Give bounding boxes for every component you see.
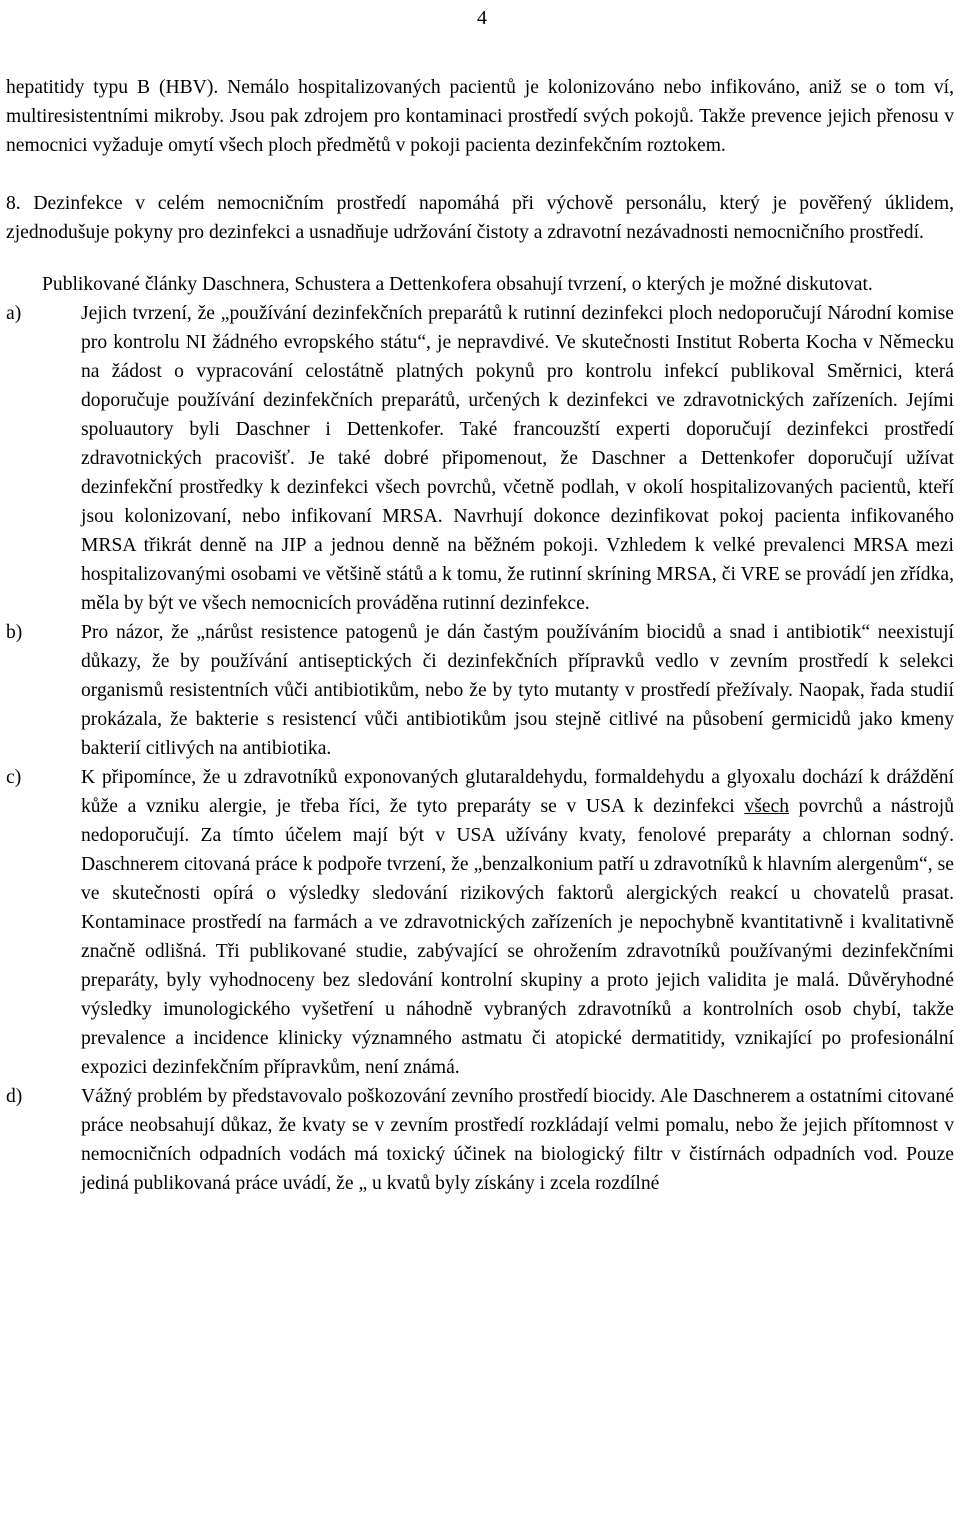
- list-marker: a): [6, 303, 22, 324]
- list-item-d: [6, 1082, 954, 1198]
- list-item-b: [6, 618, 954, 763]
- list-marker: d): [6, 1086, 23, 1107]
- paragraph-point-8: 8. Dezinfekce v celém nemocničním prostředí napomáhá při výchově personálu, který je pověřený úklidem, zjednodušuje pokyny pro dezinfekci a usnadňuje udržování čistoty a zdravotní nezávadnosti nemocničního prostředí.: [6, 193, 954, 243]
- text-segment: povrchů a nástrojů nedoporučují. Za tímto účelem mají být v USA užívány kvaty, fenolové preparáty a chlornan sodný. Daschnerem citovaná práce k podpoře tvrzení, že „benzalkonium patří u zdravotníků k hlavním alergenům“, se ve skutečnosti opírá o výsledky sledování rizikových faktorů alergických reakcí u chovatelů prasat. Kontaminace prostředí na farmách a ve zdravotnických zařízeních je nepochybně kvantitativně i kvalitativně značně odlišná. Tři publikované studie, zabývající se ohrožením zdravotníků používanými dezinfekčními preparáty, byly vyhodnoceny bez sledování kontrolní skupiny a proto jejich validita je malá. Důvěryhodné výsledky imunologického vyšetření u náhodně vybraných zdravotníků a kontrolních osob chybí, takže prevalence a incidence klinicky významného astmatu či atopické dermatitidy, vznikající po profesionální expozici dezinfekčním přípravkům, není známá.: [81, 796, 954, 1078]
- list-item-a: [6, 299, 954, 618]
- underlined-word: všech: [744, 796, 790, 817]
- list-item-text: Vážný problém by představovalo poškozování zevního prostředí biocidy. Ale Daschnerem a ostatními citované práce neobsahují důkaz, že kvaty se v zevním prostředí rozkládají velmi pomalu, nebo že jejich přítomnost v nemocničních odpadních vodách má toxický účinek na biologický filtr v čistírnách odpadních vod. Pouze jediná publikovaná práce uvádí, že „ u kvatů byly získány i zcela rozdílné: [81, 1086, 954, 1194]
- paragraph-publications: Publikované články Daschnera, Schustera a Dettenkofera obsahují tvrzení, o kterých je možné diskutovat.: [42, 274, 873, 295]
- list-item-text: [81, 763, 954, 1082]
- paragraph-hbv: hepatitidy typu B (HBV). Nemálo hospitalizovaných pacientů je kolonizováno nebo infikováno, aniž se o tom ví, multiresistentními mikroby. Jsou pak zdrojem pro kontaminaci prostředí svých pokojů. Takže prevence jejich přenosu v nemocnici vyžaduje omytí všech ploch předmětů v pokoji pacienta dezinfekčním roztokem.: [6, 77, 954, 156]
- list-item-text: Pro názor, že „nárůst resistence patogenů je dán častým používáním biocidů a snad i antibiotik“ neexistují důkazy, že by používání antiseptických či dezinfekčních přípravků vedlo v zevním prostředí k selekci organismů resistentních vůči antibiotikům, nebo že by tyto mutanty v prostředí přežívaly. Naopak, řada studií prokázala, že bakterie s resistencí vůči antibiotikům jsou stejně citlivé na působení germicidů jako kmeny bakterií citlivých na antibiotika.: [81, 622, 954, 759]
- page-number: 4: [477, 7, 487, 29]
- document-body: [6, 73, 954, 1198]
- list-item-c: [6, 763, 954, 1082]
- list-item-text: Jejich tvrzení, že „používání dezinfekčních preparátů k rutinní dezinfekci ploch nedoporučují Národní komise pro kontrolu NI žádného evropského státu“, je nepravdivé. Ve skutečnosti Institut Roberta Kocha v Německu na žádost o vypracování celostátně platných pokynů pro kontrolu infekcí publikoval Směrnici, která doporučuje používání dezinfekčních preparátů, určených k dezinfekci ve zdravotnických zařízeních. Jejími spoluautory byli Daschner i Dettenkofer. Také francouzští experti doporučují dezinfekci prostředí zdravotnických pracovišť. Je také dobré připomenout, že Daschner a Dettenkofer doporučují užívat dezinfekční prostředky k dezinfekci všech povrchů, včetně podlah, v okolí hospitalizovaných pacientů, kteří jsou kolonizovaní, nebo infikovaní MRSA. Navrhují dokonce dezinfikovat pokoj pacienta infikovaného MRSA třikrát denně na JIP a jednou denně na běžném pokoji. Vzhledem k velké prevalenci MRSA mezi hospitalizovanými osobami ve většině států a k tomu, že rutinní skríning MRSA, či VRE se provádí jen zřídka, měla by být ve všech nemocnicích prováděna rutinní dezinfekce.: [81, 303, 954, 614]
- list-marker: c): [6, 767, 22, 788]
- text-segment: K připomínce, že u zdravotníků exponovaných glutaraldehydu, formaldehydu a glyoxalu dochází k dráždění kůže a vzniku alergie, je třeba říci, že tyto preparáty se v USA k dezinfekci: [81, 767, 954, 817]
- list-marker: b): [6, 622, 23, 643]
